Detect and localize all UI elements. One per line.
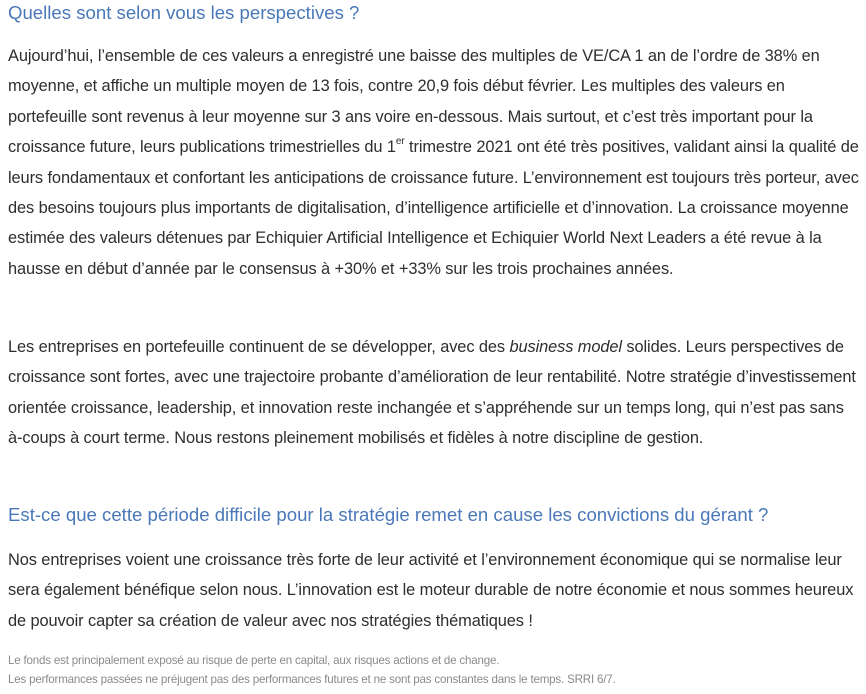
risk-disclaimer: [8, 652, 616, 689]
section-heading-convictions: Est-ce que cette période difficile pour la stratégie remet en cause les convictions du gérant ?: [8, 504, 769, 525]
ordinal-superscript: er: [395, 135, 405, 147]
disclaimer-line-1: Le fonds est principalement exposé au risque de perte en capital, aux risques actions et de change.: [8, 654, 500, 667]
paragraph-text: Les entreprises en portefeuille continuent de se développer, avec des: [8, 338, 510, 356]
paragraph-text: trimestre 2021 ont été très positives, validant ainsi la qualité de leurs fondamentaux et confortant les anticipations de croissance future. L’environnement est toujours très porteur, avec des besoins toujours plus importants de digitalisation, d’intelligence artificielle et d’innovation. La croissance moyenne estimée des valeurs détenues par Echiquier Artificial Intelligence et Echiquier World Next Leaders a été revue à la hausse en début d’année par le consensus à +30% et +33% sur les trois prochaines années.: [8, 138, 859, 278]
italic-term: business model: [509, 338, 622, 356]
paragraph-convictions: Nos entreprises voient une croissance très forte de leur activité et l’environnement économique qui se normalise leur sera également bénéfique selon nous. L’innovation est le moteur durable de notre économie et nous sommes heureux de pouvoir capter sa création de valeur avec nos stratégies thématiques !: [8, 551, 854, 630]
disclaimer-line-2: Les performances passées ne préjugent pas des performances futures et ne sont pas constantes dans le temps. SRRI 6/7.: [8, 672, 616, 686]
paragraph-perspectives-strategy: [8, 332, 860, 454]
paragraph-text: Aujourd’hui, l’ensemble de ces valeurs a enregistré une baisse des multiples de VE/CA 1 an de l’ordre de 38% en moyenne, et affiche un multiple moyen de 13 fois, contre 20,9 fois début février. Les multiples des valeurs en portefeuille sont revenus à leur moyenne sur 3 ans voire en-dessous. Mais surtout, et c’est très important pour la croissance future, leurs publications trimestrielles du 1: [8, 47, 820, 157]
paragraph-perspectives-valuation: [8, 41, 860, 284]
paragraph-text: solides. Leurs perspectives de croissance sont fortes, avec une trajectoire probante d’amélioration de leur rentabilité. Notre stratégie d’investissement orientée croissance, leadership, et innovation reste inchangée et s’appréhende sur un temps long, qui n’est pas sans à-coups à court terme. Nous restons pleinement mobilisés et fidèles à notre discipline de gestion.: [8, 338, 856, 448]
section-heading-perspectives: Quelles sont selon vous les perspectives ?: [8, 2, 360, 23]
